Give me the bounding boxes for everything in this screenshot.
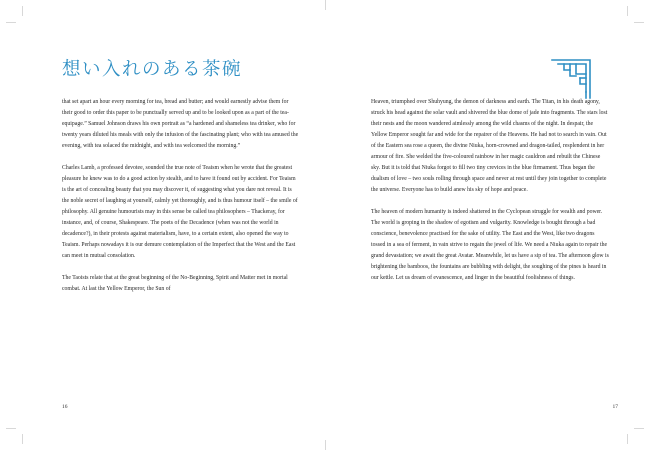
page-number: 16 [62,404,68,410]
page-number: 17 [612,404,618,410]
left-text-column [62,97,300,306]
right-page [325,0,650,450]
paragraph: that set apart an hour every morning for tea, bread and butter; and would earnestly advise them for their good to order this paper to be punctually served up and to be looked upon as a part of the tea-equipage.” Samuel Johnson draws his own portrait as “a hardened and shameless tea drinker, who for twenty years diluted his meals with only the infusion of the fascinating plant; who with tea amused the evening, with tea solaced the midnight, and with tea welcomed the morning.” [62,99,299,149]
chapter-title: 想い入れのある茶碗 [62,59,243,80]
paragraph: Charles Lamb, a professed devotee, sounded the true note of Teaism when he wrote that the greatest pleasure he knew was to do a good action by stealth, and to have it found out by accident. For Teaism is the art of concealing beauty that you may discover it, of suggesting what you dare not reveal. It is the noble secret of laughing at yourself, calmly yet thoroughly, and is thus humour itself – the smile of philosophy. All genuine humourists may in this sense be called tea philosophers – Thackeray, for instance, and, of course, Shakespeare. The poets of the Decadence (when was not the world in decadence?), in their protests against materialism, have, to a certain extent, also opened the way to Teaism. Perhaps nowadays it is our demure contemplation of the Imperfect that the West and the East can meet in mutual consolation. [62,165,298,259]
paragraph: The Taoists relate that at the great beginning of the No-Beginning, Spirit and Matter met in mortal combat. At last the Yellow Emperor, the Sun of [62,275,288,292]
right-text-column [371,97,609,295]
paragraph: The heaven of modern humanity is indeed shattered in the Cyclopean struggle for wealth and power. The world is groping in the shadow of egotism and vulgarity. Knowledge is bought through a bad conscience, benevolence practised for the sake of utility. The East and the West, like two dragons tossed in a sea of ferment, in vain strive to regain the jewel of life. We need a Niuka again to repair the grand devastation; we await the great Avatar. Meanwhile, let us have a sip of tea. The afternoon glow is brightening the bamboos, the fountains are bubbling with delight, the soughing of the pines is heard in our kettle. Let us dream of evanescence, and linger in the beautiful foolishness of things. [371,209,609,281]
lattice-corner-ornament-icon [550,58,592,100]
paragraph: Heaven, triumphed over Shuhyung, the demon of darkness and earth. The Titan, in his death agony, struck his head against the solar vault and shivered the blue dome of jade into fragments. The stars lost their nests and the moon wandered aimlessly among the wild chasms of the night. In despair, the Yellow Emperor sought far and wide for the repairer of the Heavens. He had not to search in vain. Out of the Eastern sea rose a queen, the divine Niuka, horn-crowned and dragon-tailed, resplendent in her armour of fire. She welded the five-coloured rainbow in her magic cauldron and rebuilt the Chinese sky. But it is told that Niuka forgot to fill two tiny crevices in the blue firmament. Thus began the dualism of love – two souls rolling through space and never at rest until they join together to complete the universe. Everyone has to build anew his sky of hope and peace. [371,99,608,193]
